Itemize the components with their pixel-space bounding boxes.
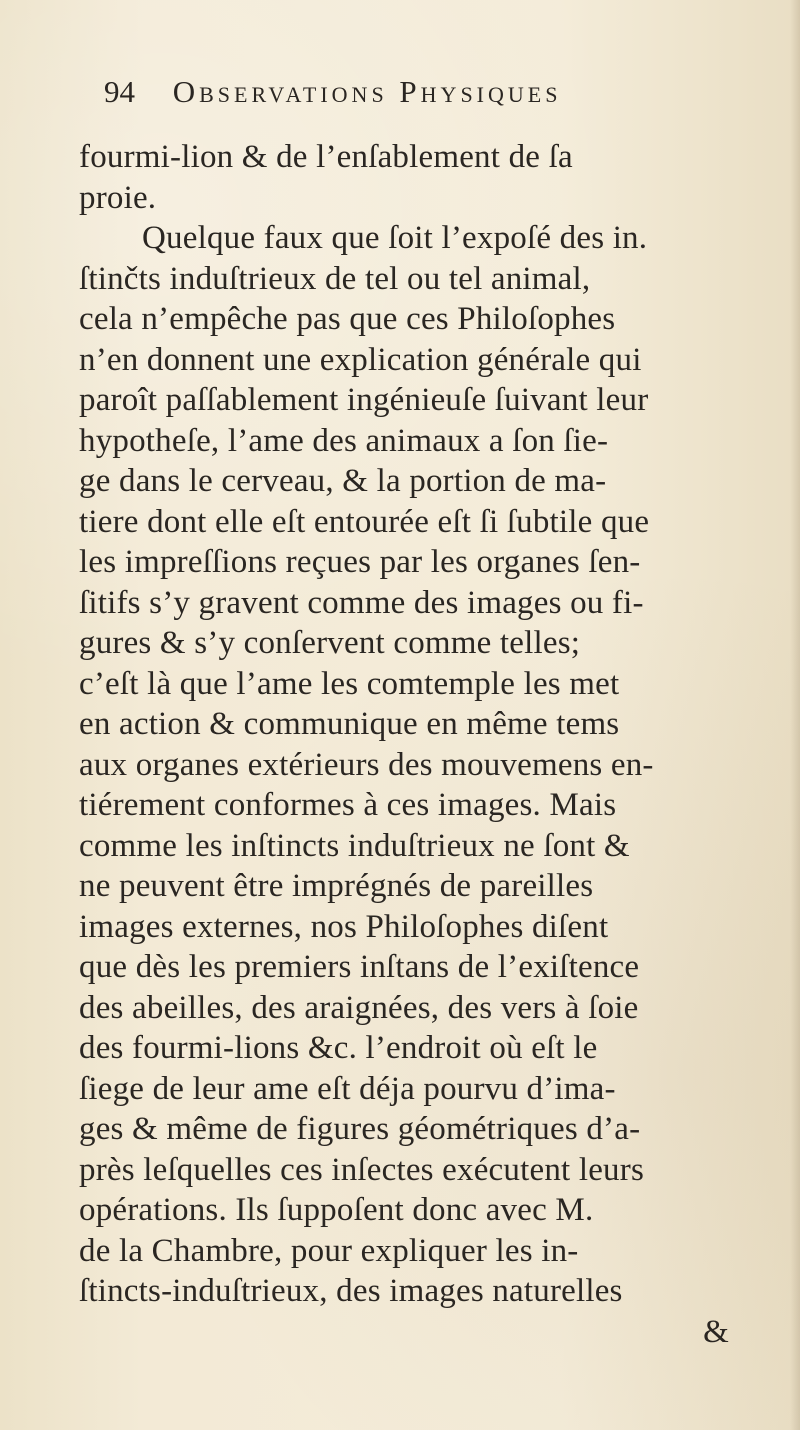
body-text: [79, 137, 735, 1352]
text-line: des abeilles, des araignées, des vers à ſoie: [79, 989, 639, 1026]
text-line: les impreſſions reçues par les organes ſen-: [79, 544, 641, 580]
text-line: ſtinčts induſtrieux de tel ou tel animal,: [79, 260, 591, 297]
text-line: ge dans le cerveau, & la portion de ma-: [79, 463, 607, 499]
text-line: Quelque faux que ſoit l’expoſé des in.: [142, 220, 648, 256]
catchword: &: [703, 1313, 729, 1350]
text-line: tiere dont elle eſt entourée eſt ſi ſubtile que: [79, 503, 650, 540]
text-line: près leſquelles ces inſectes exécutent leurs: [79, 1151, 644, 1188]
text-line: en action & communique en même tems: [79, 706, 620, 742]
text-line: fourmi-lion & de l’enſablement de ſa: [79, 139, 573, 175]
text-line: hypotheſe, l’ame des animaux a ſon ſie-: [79, 422, 609, 459]
text-line: ſtincts-induſtrieux, des images naturelles: [79, 1273, 623, 1309]
text-line: ſitifs s’y gravent comme des images ou fi-: [79, 584, 644, 621]
running-title: Observations Physiques: [172, 74, 562, 109]
text-line: paroît paſſablement ingénieuſe ſuivant leur: [79, 382, 649, 418]
text-line: proie.: [79, 179, 157, 216]
text-line: opérations. Ils ſuppoſent donc avec M.: [79, 1192, 594, 1228]
page-header: [104, 72, 694, 112]
text-line: ges & même de figures géométriques d’a-: [79, 1111, 641, 1147]
page-number: 94: [104, 74, 135, 109]
text-line: n’en donnent une explication générale qui: [79, 341, 642, 378]
text-line: des fourmi-lions &c. l’endroit où eſt le: [79, 1030, 598, 1066]
page-edge-shadow: [790, 0, 800, 1430]
text-line: de la Chambre, pour expliquer les in-: [79, 1232, 579, 1269]
text-line: images externes, nos Philoſophes diſent: [79, 908, 609, 945]
text-line: tiérement conformes à ces images. Mais: [79, 787, 617, 823]
text-line: gures & s’y conſervent comme telles;: [79, 625, 581, 661]
text-line: ſiege de leur ame eſt déja pourvu d’ima-: [79, 1070, 616, 1107]
text-line: ne peuvent être imprégnés de pareilles: [79, 868, 594, 904]
text-line: comme les inſtincts induſtrieux ne ſont &: [79, 827, 630, 864]
text-line: aux organes extérieurs des mouvemens en-: [79, 746, 654, 783]
text-line: c’eſt là que l’ame les comtemple les met: [79, 665, 620, 702]
text-line: que dès les premiers inſtans de l’exiſtence: [79, 949, 640, 985]
text-line: cela n’empêche pas que ces Philoſophes: [79, 301, 616, 337]
